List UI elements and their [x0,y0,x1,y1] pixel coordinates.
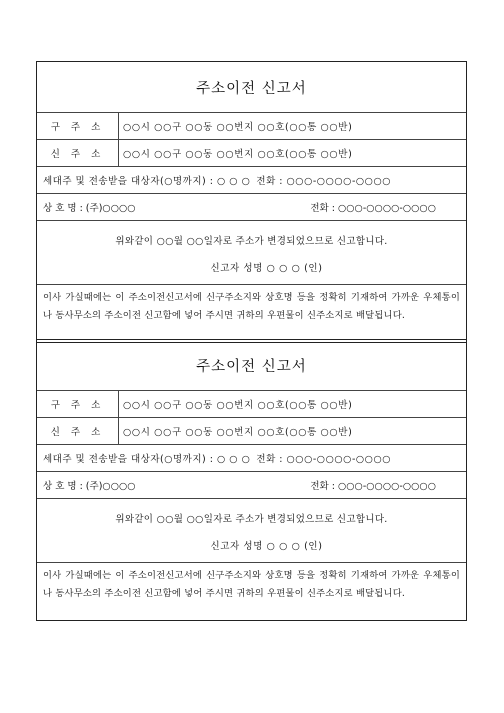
old-address-value: ○○시 ○○구 ○○동 ○○번지 ○○호(○○통 ○○반) [123,400,353,411]
declaration-text: 위와같이 ○○월 ○○일자로 주소가 변경되었으므로 신고합니다. [115,236,388,248]
old-address-label: 구 주 소 [37,391,119,417]
signature-line: 신고자 성명 ○ ○ ○ (인) [210,262,323,274]
household-phone: 전화 : ○○○-○○○○-○○○○ [256,454,392,465]
new-address-label: 신 주 소 [37,418,119,444]
old-address-value: ○○시 ○○구 ○○동 ○○번지 ○○호(○○통 ○○반) [123,122,353,133]
note-row [37,562,466,620]
note-text: 이사 가실때에는 이 주소이전신고서에 신구주소지와 상호명 등을 정확히 기재하여 가까운 우체통이나 동사무소의 주소이전 신고함에 넣어 주시면 귀하의 우편물이 신주소지로 배달됩니다. [43,292,460,321]
signature-line: 신고자 성명 ○ ○ ○ (인) [210,540,323,552]
old-address-row [37,112,466,139]
old-address-label: 구 주 소 [37,113,119,139]
note-text: 이사 가실때에는 이 주소이전신고서에 신구주소지와 상호명 등을 정확히 기재하여 가까운 우체통이나 동사무소의 주소이전 신고함에 넣어 주시면 귀하의 우편물이 신주소지로 배달됩니다. [43,570,460,599]
form-title: 주소이전 신고서 [196,358,307,375]
household-row [37,166,466,193]
new-address-row [37,417,466,444]
new-address-row [37,139,466,166]
form-title-row [37,340,466,390]
address-change-form-1 [36,61,467,343]
trade-name-phone: 전화 : ○○○-○○○○-○○○○ [310,481,436,492]
household-label: 세대주 및 전송받을 대상자(○명까지) : ○ ○ ○ [43,454,251,465]
new-address-label: 신 주 소 [37,140,119,166]
household-row [37,444,466,471]
household-label: 세대주 및 전송받을 대상자(○명까지) : ○ ○ ○ [43,176,251,187]
form-title-row [37,62,466,112]
form-title: 주소이전 신고서 [196,80,307,97]
address-change-form-2 [36,339,467,621]
trade-name-row [37,471,466,498]
trade-name-label: 상 호 명 : (주)○○○○ [43,203,136,214]
trade-name-row [37,193,466,220]
new-address-value: ○○시 ○○구 ○○동 ○○번지 ○○호(○○통 ○○반) [123,149,353,160]
declaration-block [37,498,466,562]
old-address-row [37,390,466,417]
declaration-text: 위와같이 ○○월 ○○일자로 주소가 변경되었으므로 신고합니다. [115,514,388,526]
trade-name-label: 상 호 명 : (주)○○○○ [43,481,136,492]
trade-name-phone: 전화 : ○○○-○○○○-○○○○ [310,203,436,214]
household-phone: 전화 : ○○○-○○○○-○○○○ [256,176,392,187]
note-row [37,284,466,342]
declaration-block [37,220,466,284]
new-address-value: ○○시 ○○구 ○○동 ○○번지 ○○호(○○통 ○○반) [123,427,353,438]
